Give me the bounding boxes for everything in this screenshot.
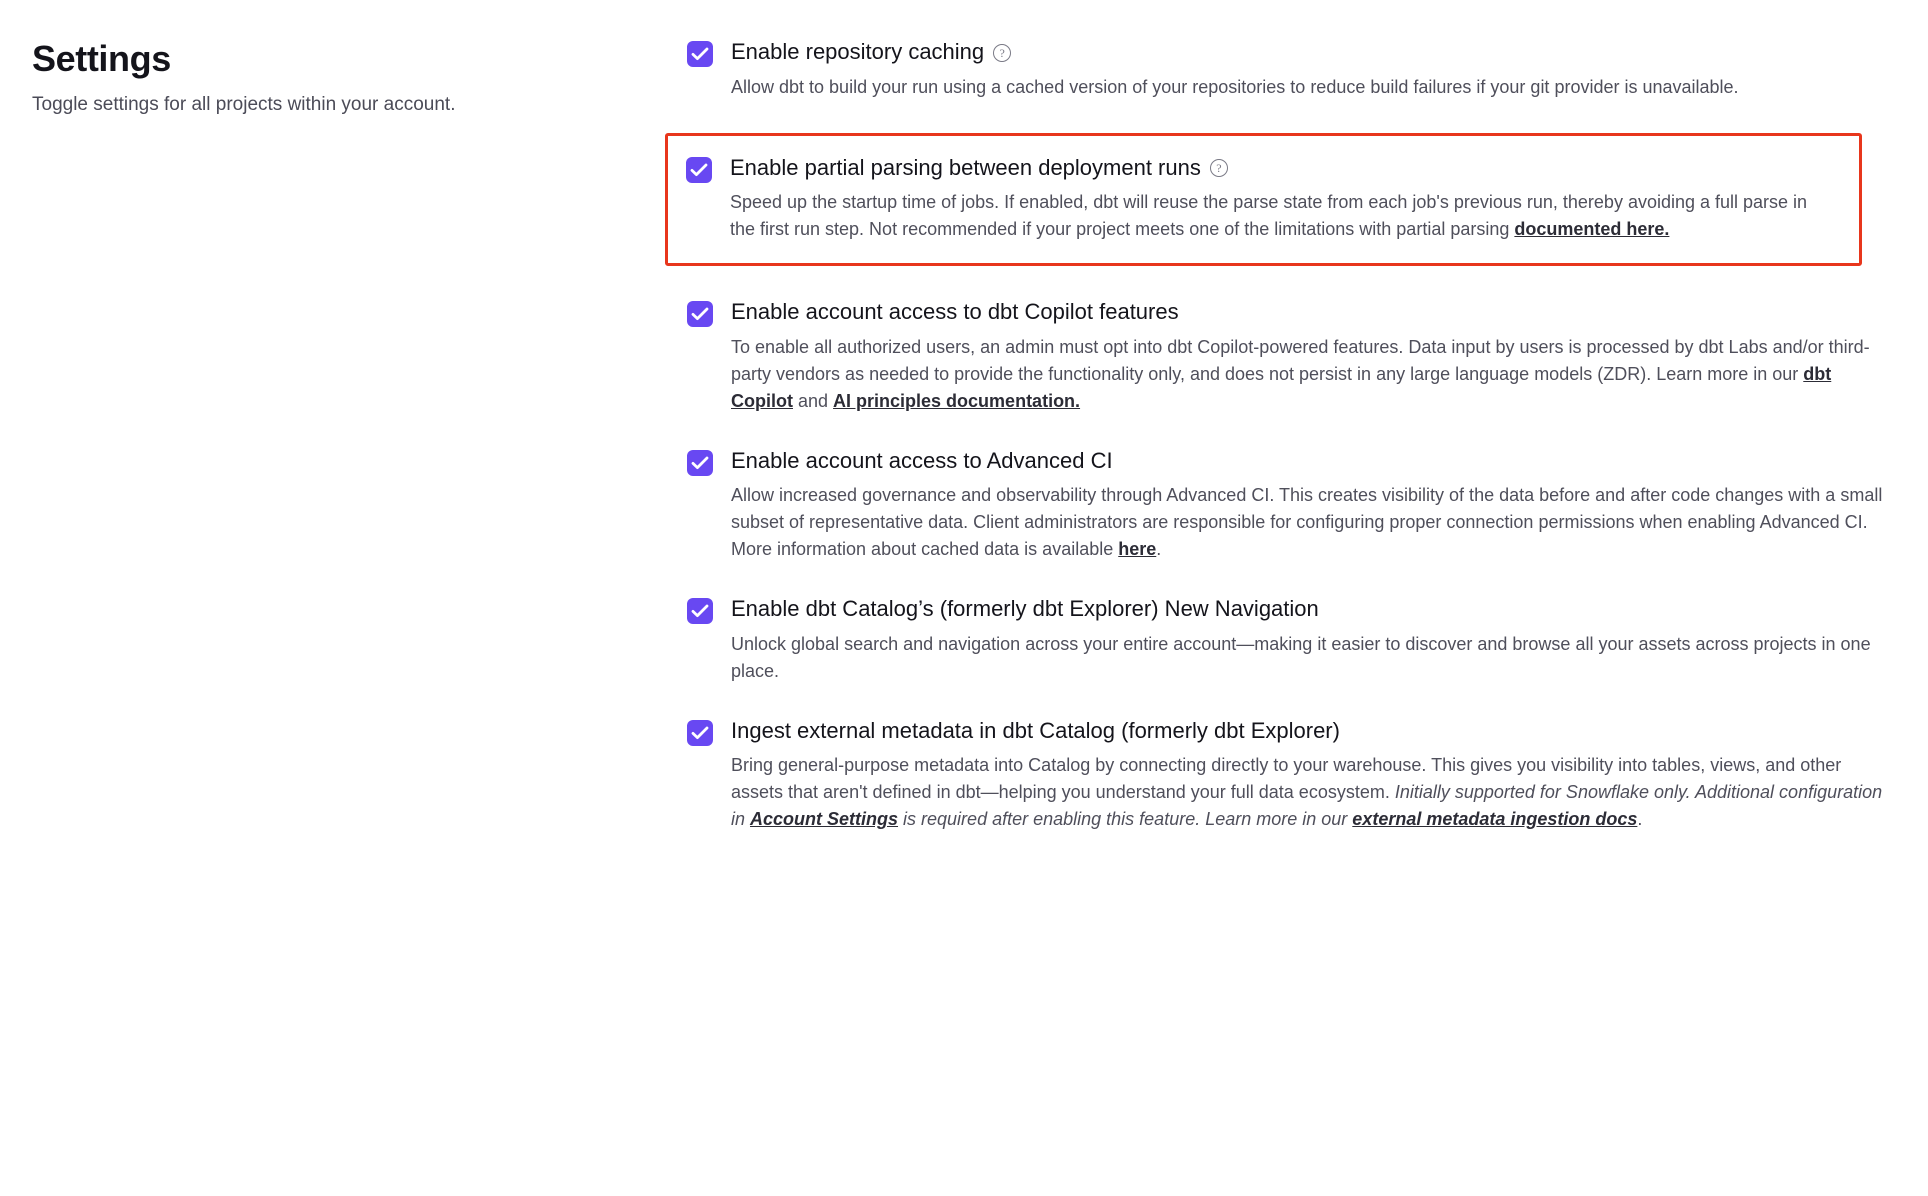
setting-title: [731, 298, 1888, 326]
setting-title: [730, 154, 1835, 182]
setting-title-text: Enable repository caching: [731, 39, 985, 64]
setting-description: [731, 752, 1888, 833]
setting-description-link[interactable]: Account Settings: [750, 809, 899, 829]
setting-description-text: Unlock global search and navigation across your entire account—making it easier to discover and browse all your assets across projects in one place.: [731, 633, 1871, 681]
setting-description-text: and: [792, 390, 834, 411]
setting-description-text: Speed up the startup time of jobs. If enabled, dbt will reuse the parse state from each job's previous run, thereby avoiding a full parse in the first run step. Not recommended if your project meets one of the limitations with partial parsing: [730, 192, 1808, 239]
setting-description-link[interactable]: here: [1118, 539, 1157, 559]
setting-body: [731, 717, 1888, 834]
setting-row: [687, 447, 1888, 564]
setting-description-text: .: [1156, 539, 1162, 559]
setting-checkbox[interactable]: [687, 450, 713, 476]
page-subtitle: Toggle settings for all projects within your account.: [32, 94, 456, 115]
setting-description-emphasis: Initially supported for Snowflake only. Additional configuration in: [731, 782, 1883, 829]
settings-header: [32, 30, 687, 865]
setting-checkbox[interactable]: [687, 41, 713, 67]
setting-body: [730, 154, 1837, 244]
setting-checkbox[interactable]: [687, 720, 713, 746]
setting-title-text: Enable account access to dbt Copilot features: [731, 299, 1179, 324]
settings-list: [687, 30, 1888, 865]
setting-title-text: Ingest external metadata in dbt Catalog (formerly dbt Explorer): [731, 717, 1340, 743]
setting-body: [731, 38, 1888, 101]
setting-checkbox[interactable]: [687, 598, 713, 624]
setting-body: [731, 447, 1888, 564]
setting-description-link[interactable]: AI principles documentation.: [833, 390, 1081, 411]
setting-title: [731, 447, 1888, 475]
setting-title-text: Enable dbt Catalog’s (formerly dbt Explorer) New Navigation: [731, 596, 1319, 621]
setting-description: [731, 631, 1888, 685]
setting-description-text: To enable all authorized users, an admin must opt into dbt Copilot-powered features. Data input by users is processed by dbt Labs and/or third-party vendors as needed to provide the functionality only, and does not persist in any large language models (ZDR). Learn more in our: [731, 336, 1870, 384]
setting-description-link[interactable]: documented here.: [1514, 219, 1670, 239]
setting-title: [731, 595, 1888, 623]
setting-title-text: Enable partial parsing between deployment runs: [730, 154, 1201, 180]
check-icon: [691, 725, 709, 741]
setting-row: [687, 595, 1888, 685]
check-icon: [691, 306, 709, 322]
setting-title: [731, 38, 1888, 66]
check-icon: [691, 455, 709, 471]
setting-body: [731, 595, 1888, 685]
setting-description-link[interactable]: dbt Copilot: [731, 363, 1832, 411]
setting-description: [731, 334, 1888, 415]
setting-description: [730, 189, 1835, 243]
setting-row: [687, 38, 1888, 101]
setting-description-emphasis: is required after enabling this feature. Learn more in our: [898, 809, 1353, 829]
setting-row: [687, 717, 1888, 834]
setting-description-text: Allow dbt to build your run using a cached version of your repositories to reduce build failures if your git provider is unavailable.: [731, 76, 1739, 97]
help-circle-icon[interactable]: ?: [993, 44, 1011, 62]
check-icon: [690, 162, 708, 178]
page-title: Settings: [32, 38, 171, 79]
check-icon: [691, 46, 709, 62]
setting-description: [731, 482, 1888, 563]
setting-checkbox[interactable]: [686, 157, 712, 183]
check-icon: [691, 603, 709, 619]
setting-title-text: Enable account access to Advanced CI: [731, 447, 1113, 473]
setting-body: [731, 298, 1888, 415]
setting-description: [731, 74, 1888, 101]
help-circle-icon[interactable]: ?: [1210, 159, 1228, 177]
setting-description-link[interactable]: external metadata ingestion docs: [1352, 809, 1638, 829]
setting-row: [687, 298, 1888, 415]
setting-description-text: .: [1637, 809, 1643, 829]
setting-checkbox[interactable]: [687, 301, 713, 327]
setting-row: [665, 133, 1862, 267]
setting-description-text: Allow increased governance and observability through Advanced CI. This creates visibility of the data before and after code changes with a small subset of representative data. Client administrators are responsible for configuring proper connection permissions when enabling Advanced CI. More information about cached data is available: [731, 485, 1883, 559]
setting-description-text: Bring general-purpose metadata into Catalog by connecting directly to your warehouse. This gives you visibility into tables, views, and other assets that aren't defined in dbt—helping you understand your full data ecosystem.: [731, 755, 1842, 802]
setting-title: [731, 717, 1888, 745]
